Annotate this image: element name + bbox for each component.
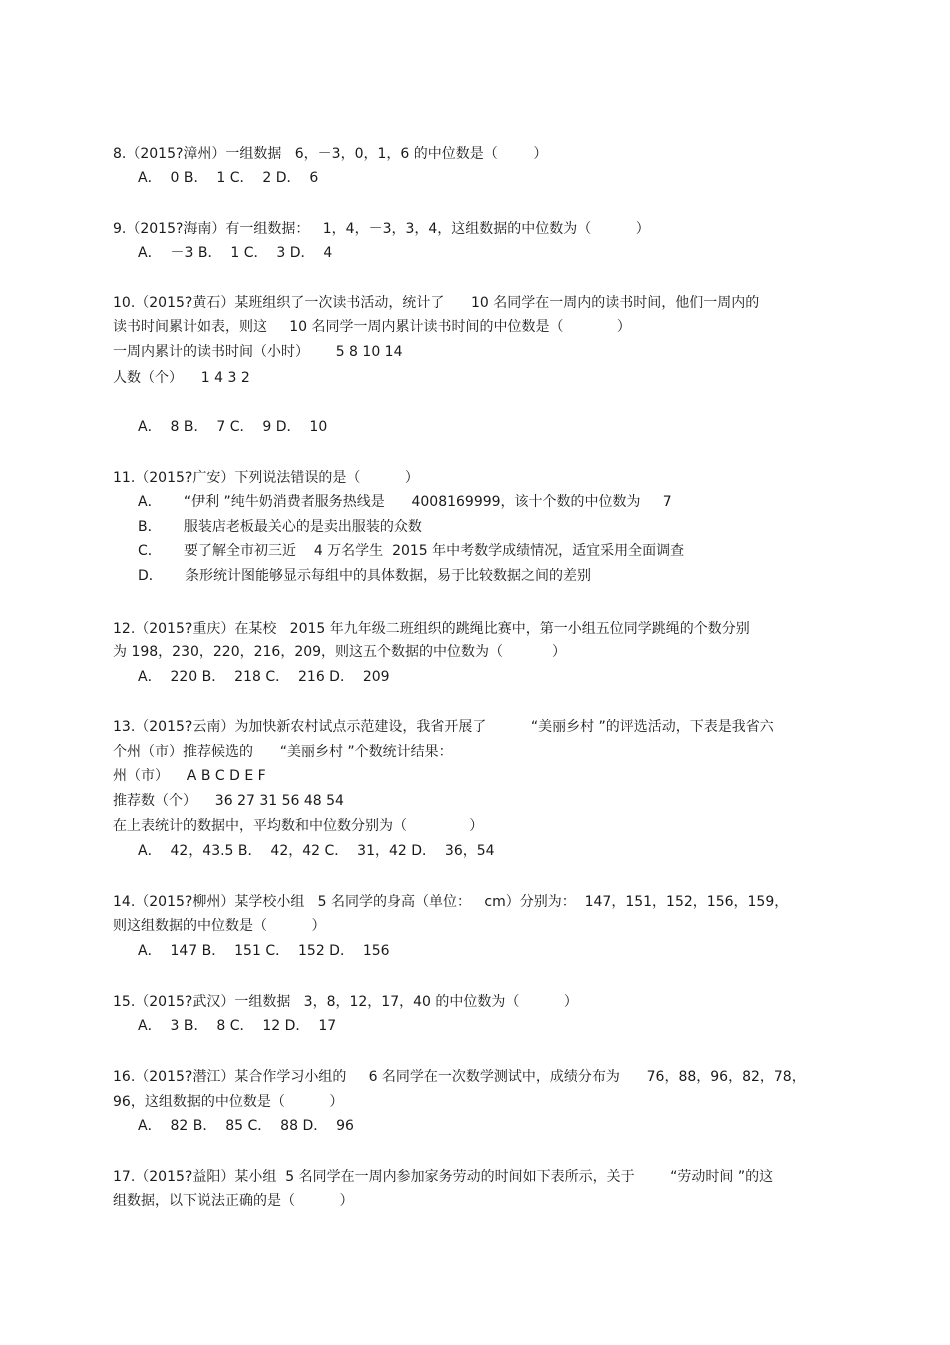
question-10-stem-line-1: 10.（2015?黄石）某班组织了一次读书活动，统计了 10 名同学在一周内的读书时间，他们一周内的: [113, 295, 760, 311]
question-11-option-b: B． 服装店老板最关心的是卖出服装的众数: [138, 519, 422, 535]
question-12-options: A． 220 B． 218 C． 216 D． 209: [138, 669, 390, 685]
question-13-options: A． 42，43.5 B． 42，42 C． 31，42 D． 36，54: [138, 843, 495, 859]
question-11-option-a: A． “伊利 ”纯牛奶消费者服务热线是 4008169999，该十个数的中位数为 7: [138, 494, 672, 510]
question-17-stem-line-1: 17.（2015?益阳）某小组 5 名同学在一周内参加家务劳动的时间如下表所示，关于 “劳动时间 ”的这: [113, 1169, 774, 1185]
question-9-options: A． －3 B． 1 C． 3 D． 4: [138, 245, 333, 261]
question-15-stem: 15.（2015?武汉）一组数据 3，8，12，17，40 的中位数为（ ）: [113, 994, 578, 1010]
question-8-options: A． 0 B． 1 C． 2 D． 6: [138, 170, 319, 186]
question-11-option-d: D． 条形统计图能够显示每组中的具体数据，易于比较数据之间的差别: [138, 568, 592, 584]
question-16-stem-line-1: 16.（2015?潜江）某合作学习小组的 6 名同学在一次数学测试中，成绩分布为 76，88，96，82，78，: [113, 1069, 806, 1085]
question-8-stem: 8.（2015?漳州）一组数据 6，－3，0，1，6 的中位数是（ ）: [113, 146, 548, 162]
question-10-table-row-1: 一周内累计的读书时间（小时） 5 8 10 14: [113, 344, 403, 360]
question-12-stem-line-2: 为 198，230，220，216，209，则这五个数据的中位数为（ ）: [113, 644, 567, 660]
question-14-stem-line-1: 14.（2015?柳州）某学校小组 5 名同学的身高（单位： cm）分别为： 147，151，152，156，159，: [113, 894, 789, 910]
question-13-table-row-1: 州（市） A B C D E F: [113, 768, 266, 784]
question-16-stem-line-2: 96，这组数据的中位数是（ ）: [113, 1094, 344, 1110]
question-14-stem-line-2: 则这组数据的中位数是（ ）: [113, 918, 326, 934]
question-14-options: A． 147 B． 151 C． 152 D． 156: [138, 943, 390, 959]
question-13-table-row-2: 推荐数（个） 36 27 31 56 48 54: [113, 793, 344, 809]
question-10-stem-line-2: 读书时间累计如表，则这 10 名同学一周内累计读书时间的中位数是（ ）: [113, 319, 631, 335]
question-11-stem: 11.（2015?广安）下列说法错误的是（ ）: [113, 470, 419, 486]
question-10-options: A． 8 B． 7 C． 9 D． 10: [138, 419, 328, 435]
question-12-stem-line-1: 12.（2015?重庆）在某校 2015 年九年级二班组织的跳绳比赛中，第一小组五位同学跳绳的个数分别: [113, 621, 750, 637]
question-17-stem-line-2: 组数据，以下说法正确的是（ ）: [113, 1193, 354, 1209]
question-9-stem: 9.（2015?海南）有一组数据： 1，4，－3，3，4，这组数据的中位数为（ ）: [113, 221, 650, 237]
question-16-options: A． 82 B． 85 C． 88 D． 96: [138, 1118, 354, 1134]
question-13-stem-line-1: 13.（2015?云南）为加快新农村试点示范建设，我省开展了 “美丽乡村 ”的评选活动，下表是我省六: [113, 719, 774, 735]
question-13-stem-line-3: 在上表统计的数据中，平均数和中位数分别为（ ）: [113, 818, 484, 834]
question-13-stem-line-2: 个州（市）推荐候选的 “美丽乡村 ”个数统计结果：: [113, 744, 453, 760]
question-10-table-row-2: 人数（个） 1 4 3 2: [113, 370, 250, 386]
question-11-option-c: C． 要了解全市初三近 4 万名学生 2015 年中考数学成绩情况，适宜采用全面调查: [138, 543, 685, 559]
question-15-options: A． 3 B． 8 C． 12 D． 17: [138, 1018, 337, 1034]
